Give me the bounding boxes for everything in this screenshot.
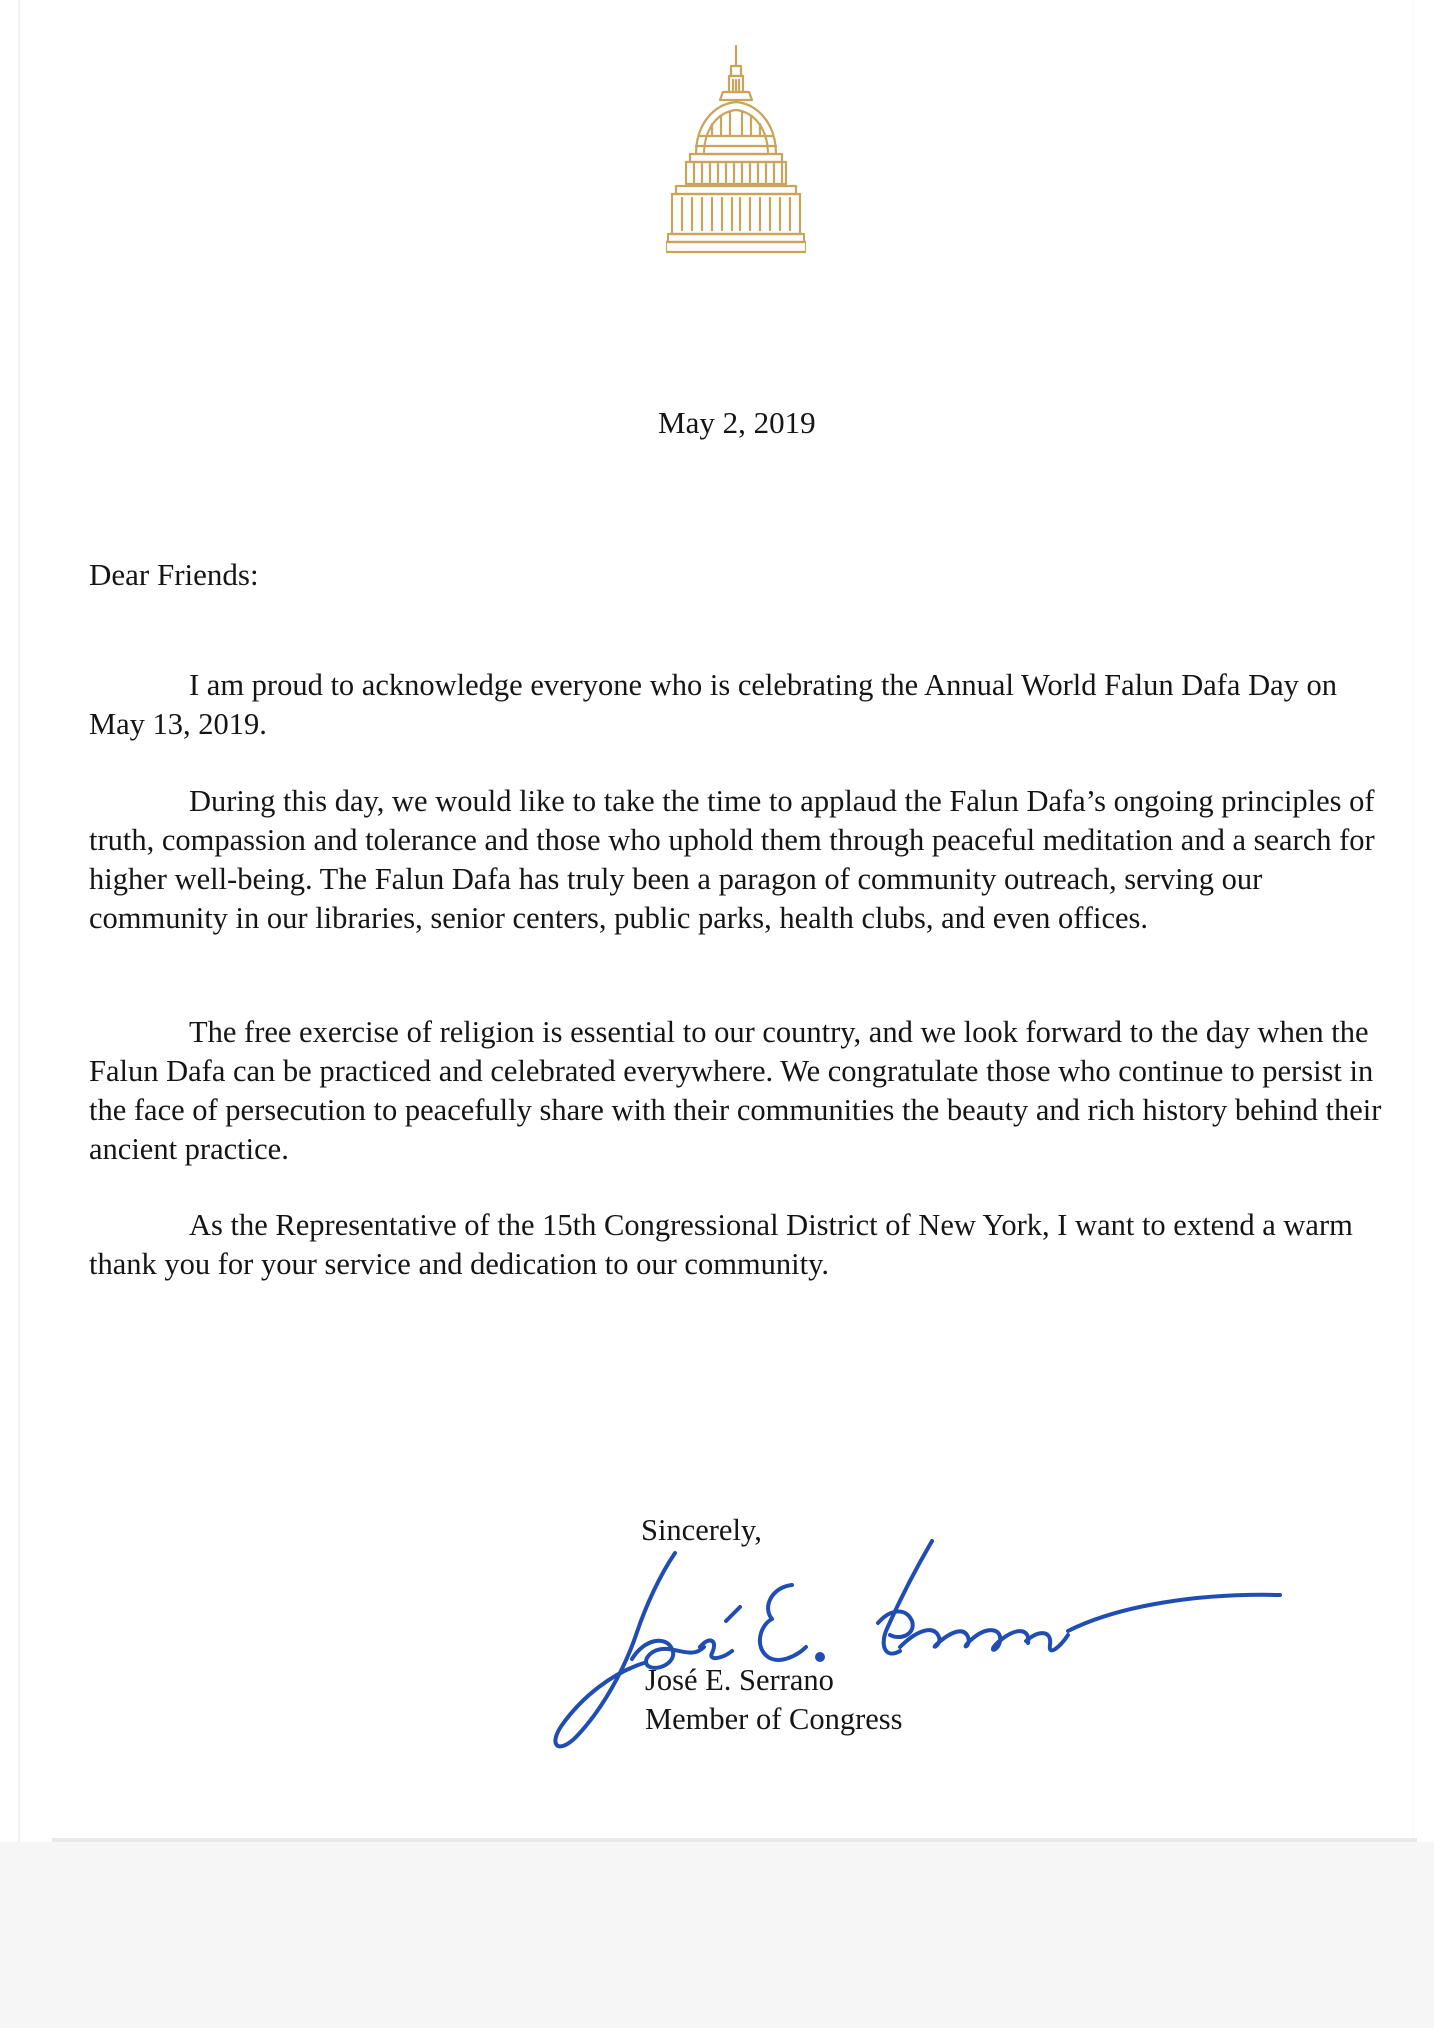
scan-left-edge <box>18 0 20 2028</box>
body-paragraph-2: During this day, we would like to take the time to applaud the Falun Dafa’s ongoing principles of truth, compassion and tolerance and those who uphold them through peaceful meditation and a search for higher well-being. The Falun Dafa has truly been a paragon of community outreach, serving our community in our libraries, senior centers, public parks, health clubs, and even offices. <box>89 784 1375 935</box>
closing: Sincerely, <box>641 1513 762 1547</box>
body-paragraph-1: I am proud to acknowledge everyone who is celebrating the Annual World Falun Dafa Day on May 13, 2019. <box>89 668 1338 741</box>
scan-background <box>0 1842 1434 2028</box>
body-paragraph-3: The free exercise of religion is essential to our country, and we look forward to the day when the Falun Dafa can be practiced and celebrated everywhere. We congratulate those who continue to persist in the face of persecution to peacefully share with their communities the beauty and rich history behind their ancient practice. <box>89 1015 1382 1166</box>
salutation: Dear Friends: <box>89 557 259 592</box>
signer-title: Member of Congress <box>645 1702 903 1736</box>
scan-right-edge <box>1412 0 1414 1840</box>
handwritten-signature <box>540 1535 1290 1765</box>
body-paragraph-4: As the Representative of the 15th Congressional District of New York, I want to extend a warm thank you for your service and dedication to our community. <box>89 1208 1353 1281</box>
capitol-dome-icon <box>666 40 806 256</box>
letter-date: May 2, 2019 <box>658 405 816 440</box>
signer-name: José E. Serrano <box>645 1663 834 1697</box>
